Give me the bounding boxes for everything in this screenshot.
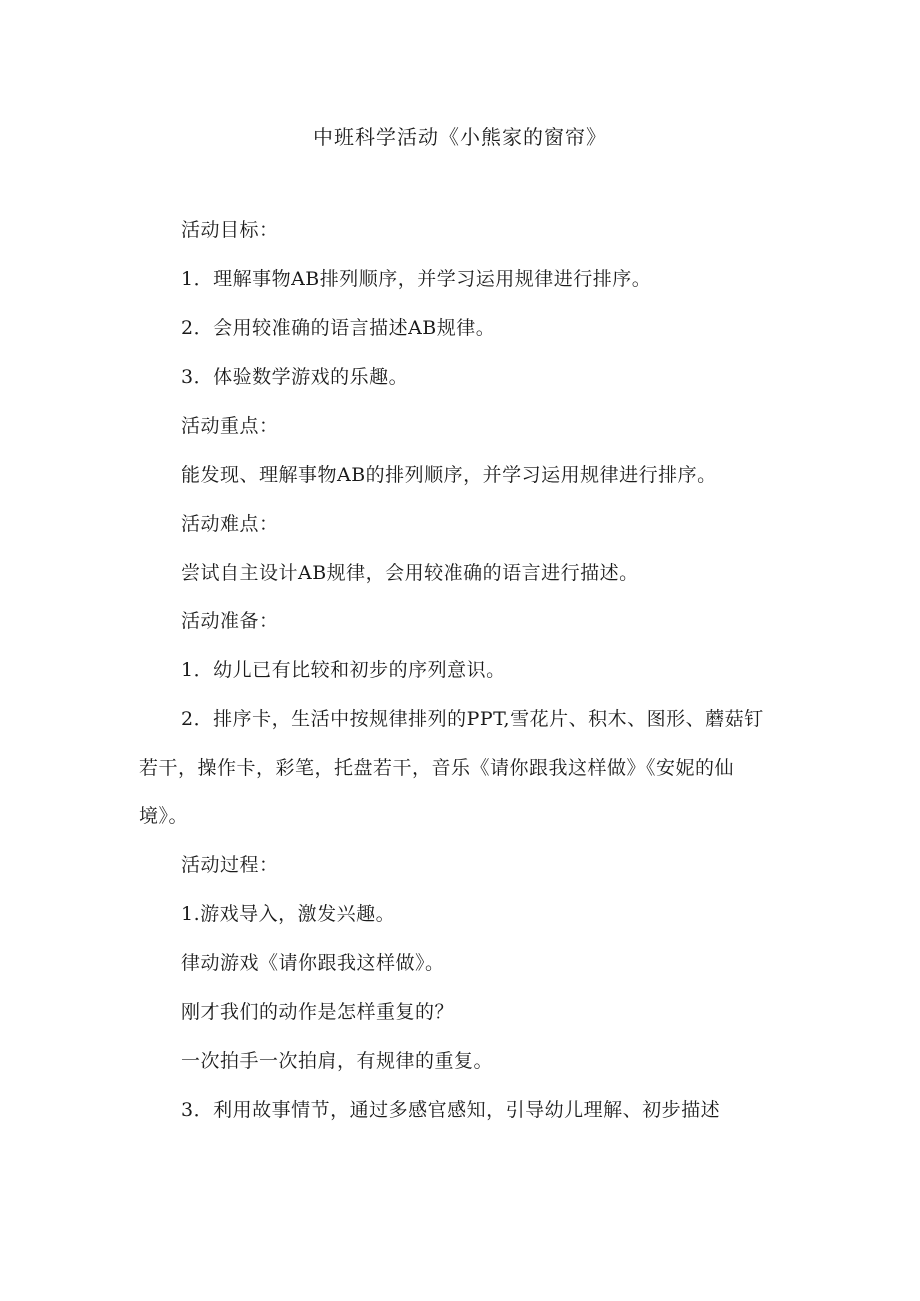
goal-item-2: 2．会用较准确的语言描述AB规律。 [181,317,496,339]
heading-process: 活动过程： [181,854,279,876]
goal-item-1: 1．理解事物AB排列顺序，并学习运用规律进行排序。 [181,268,652,290]
process-step-1: 1.游戏导入，激发兴趣。 [181,903,396,925]
process-text-1: 律动游戏《请你跟我这样做》。 [181,952,445,974]
goal-item-3: 3．体验数学游戏的乐趣。 [181,366,409,388]
process-text-2: 刚才我们的动作是怎样重复的？ [181,1001,455,1023]
key-points-text: 能发现、理解事物AB的排列顺序，并学习运用规律进行排序。 [181,464,717,486]
heading-difficulties: 活动难点： [181,513,279,535]
process-text-3: 一次拍手一次拍肩，有规律的重复。 [181,1050,494,1072]
difficulties-text: 尝试自主设计AB规律，会用较准确的语言进行描述。 [181,562,639,584]
preparation-item-2: 2．排序卡，生活中按规律排列的PPT,雪花片、积木、图形、蘑菇钉 [181,708,764,730]
preparation-item-2-cont: 若干，操作卡，彩笔，托盘若干，音乐《请你跟我这样做》《安妮的仙 [139,757,735,779]
process-step-3: 3．利用故事情节，通过多感官感知，引导幼儿理解、初步描述 [181,1099,721,1121]
document-title: 中班科学活动《小熊家的窗帘》 [313,125,607,149]
preparation-item-1: 1．幼儿已有比较和初步的序列意识。 [181,659,506,681]
heading-activity-goals: 活动目标： [181,219,279,241]
preparation-item-2-end: 境》。 [139,805,189,827]
heading-key-points: 活动重点： [181,415,279,437]
heading-preparation: 活动准备： [181,610,279,632]
